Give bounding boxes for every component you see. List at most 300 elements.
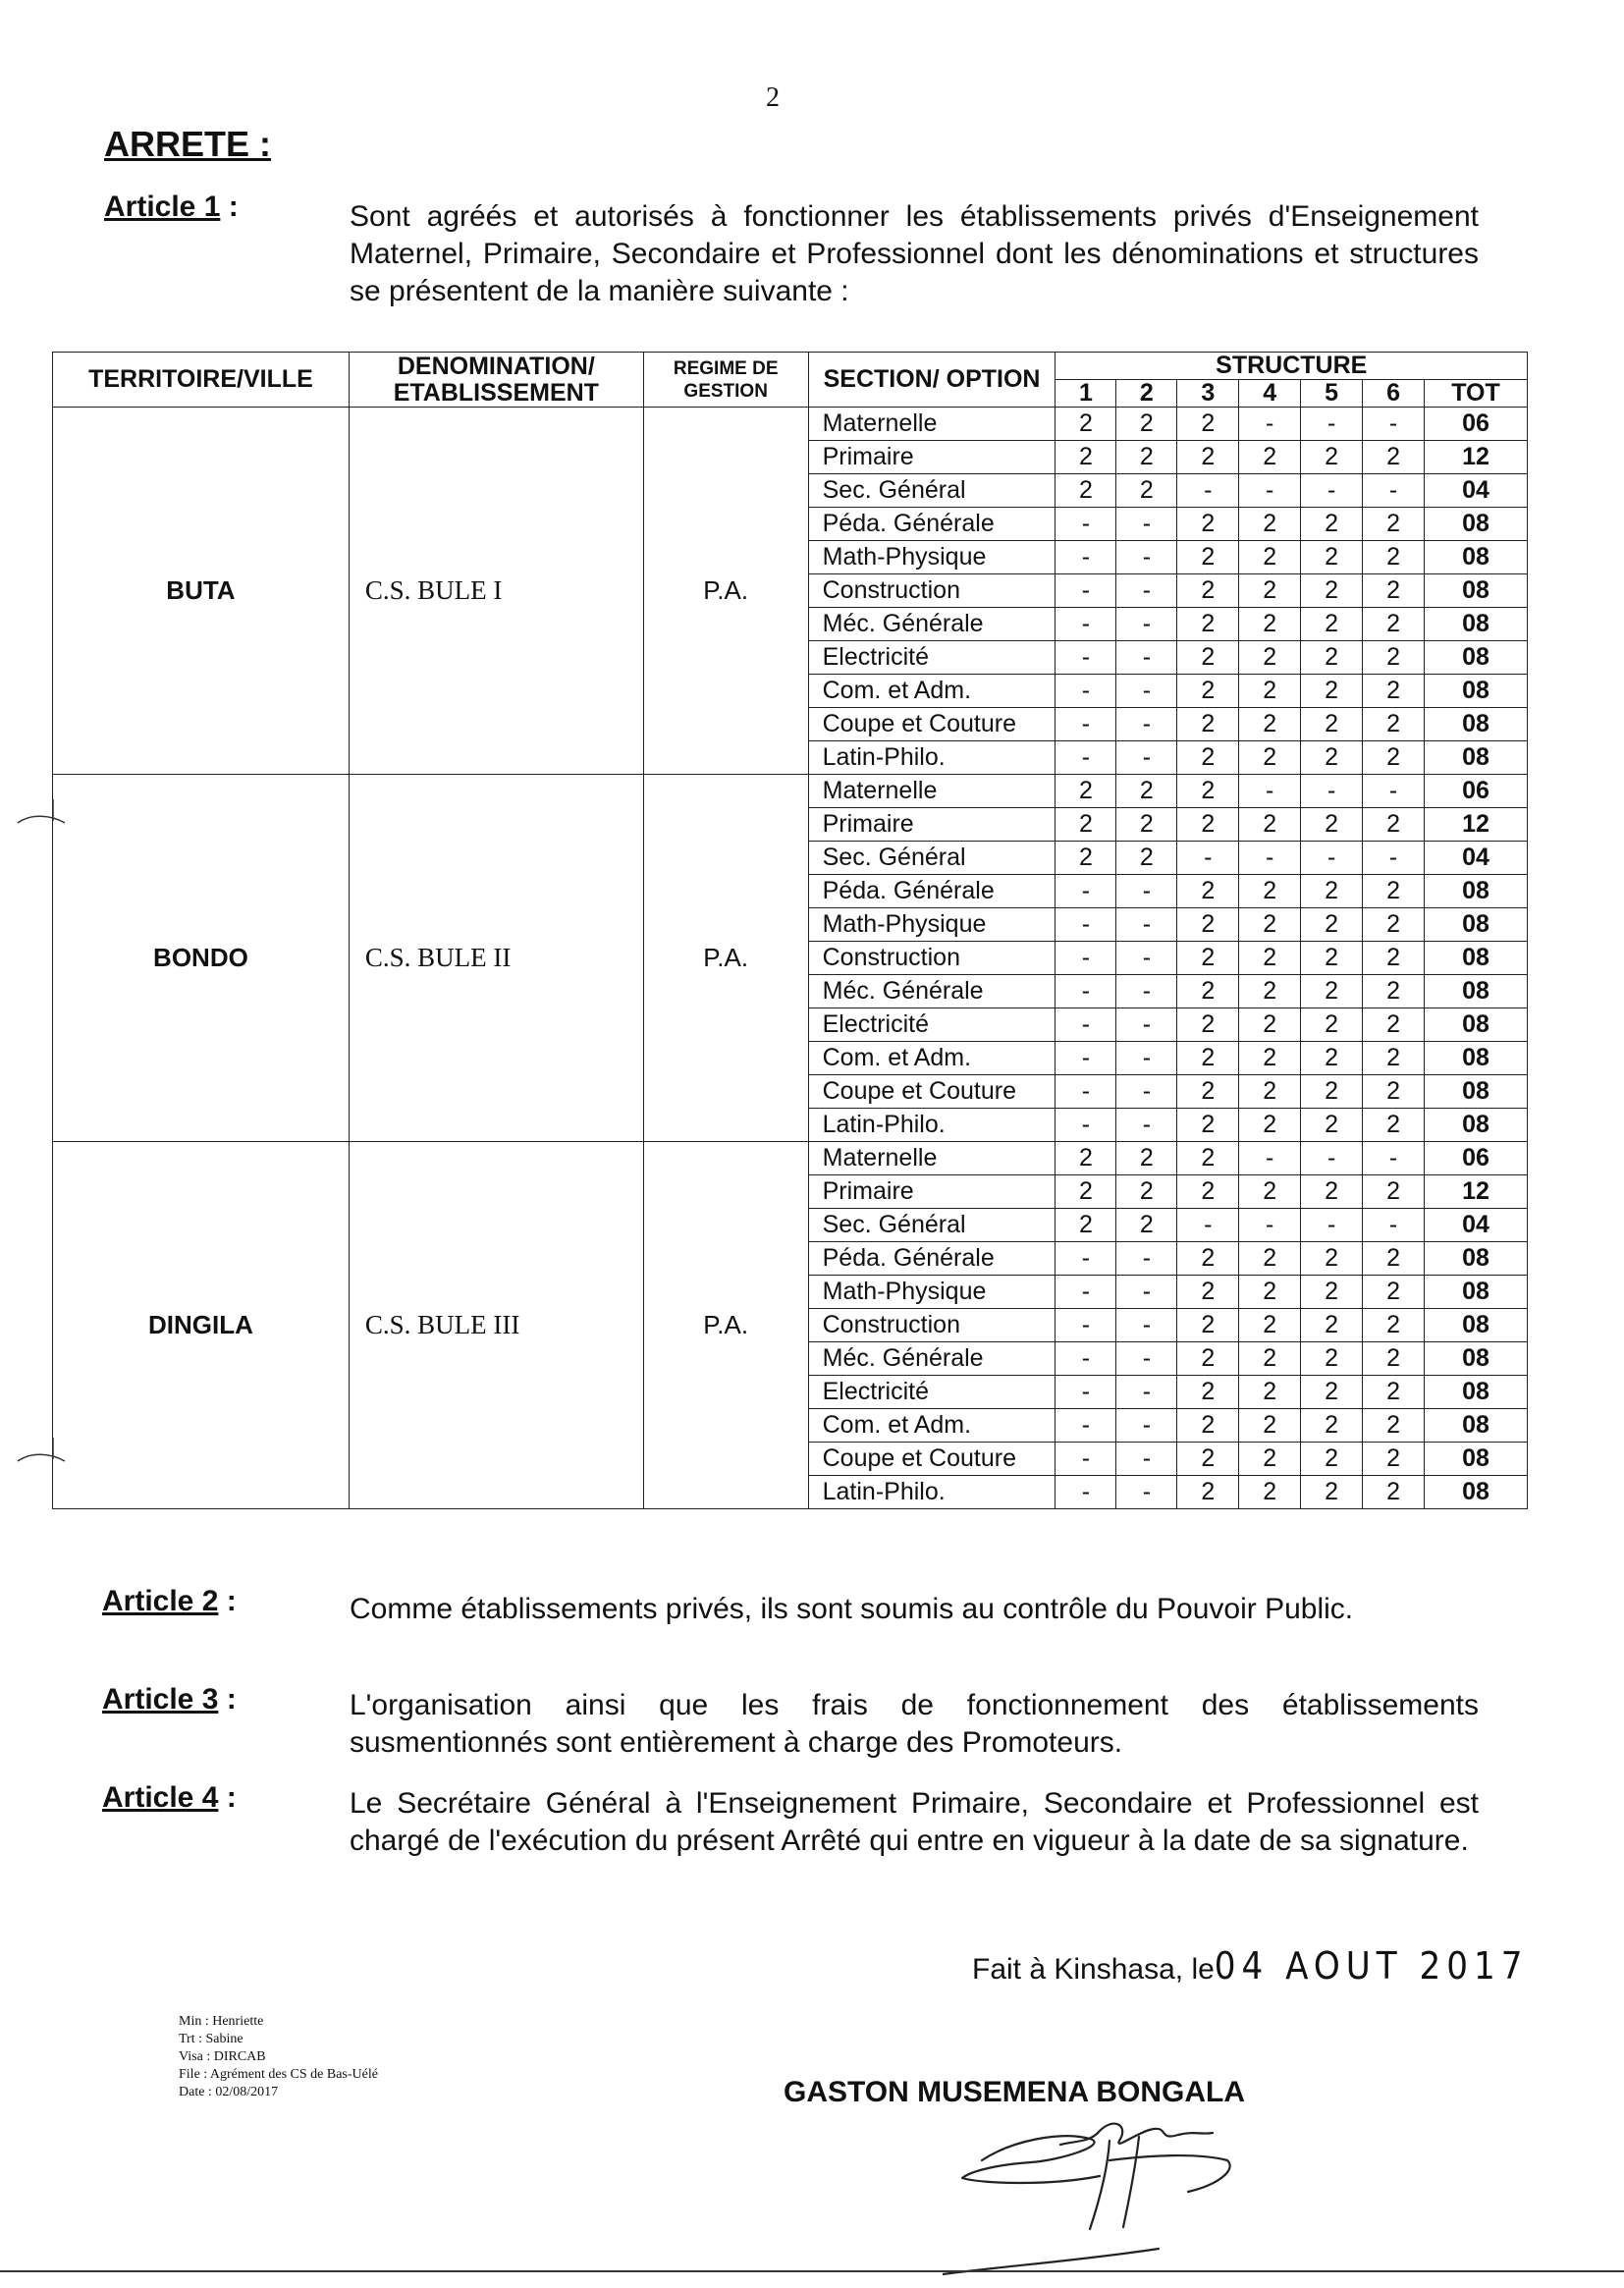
header-col: 6 bbox=[1363, 380, 1425, 408]
level-cell: - bbox=[1116, 541, 1177, 574]
level-cell: 2 bbox=[1239, 441, 1301, 474]
level-cell: 2 bbox=[1239, 908, 1301, 942]
reference-line: Trt : Sabine bbox=[179, 2032, 244, 2046]
level-cell: 2 bbox=[1239, 541, 1301, 574]
level-cell: 2 bbox=[1301, 1042, 1363, 1075]
level-cell: 2 bbox=[1239, 1476, 1301, 1509]
level-cell: 2 bbox=[1239, 1309, 1301, 1342]
level-cell: 2 bbox=[1363, 641, 1425, 675]
level-cell: - bbox=[1116, 1075, 1177, 1109]
section-cell: Coupe et Couture bbox=[808, 1443, 1056, 1476]
section-cell: Electricité bbox=[808, 1376, 1056, 1409]
article-4-label: Article 4 : bbox=[102, 1781, 237, 1814]
place-date: Fait à Kinshasa, le04 AOUT 2017 bbox=[972, 1944, 1529, 1988]
total-cell: 08 bbox=[1425, 741, 1528, 775]
section-cell: Méc. Générale bbox=[808, 975, 1056, 1008]
level-cell: 2 bbox=[1177, 808, 1239, 842]
level-cell: - bbox=[1177, 842, 1239, 875]
total-cell: 08 bbox=[1425, 1476, 1528, 1509]
level-cell: 2 bbox=[1177, 1476, 1239, 1509]
level-cell: 2 bbox=[1177, 1376, 1239, 1409]
level-cell: 2 bbox=[1239, 1109, 1301, 1142]
level-cell: - bbox=[1116, 1276, 1177, 1309]
level-cell: 2 bbox=[1363, 508, 1425, 541]
level-cell: 2 bbox=[1239, 574, 1301, 608]
total-cell: 08 bbox=[1425, 641, 1528, 675]
regime-cell: P.A. bbox=[643, 408, 808, 775]
level-cell: 2 bbox=[1056, 1142, 1116, 1175]
article-3-label: Article 3 : bbox=[102, 1683, 237, 1716]
level-cell: 2 bbox=[1363, 1376, 1425, 1409]
level-cell: - bbox=[1056, 1376, 1116, 1409]
level-cell: 2 bbox=[1177, 408, 1239, 441]
section-cell: Com. et Adm. bbox=[808, 1042, 1056, 1075]
header-col: 5 bbox=[1301, 380, 1363, 408]
level-cell: - bbox=[1056, 975, 1116, 1008]
level-cell: - bbox=[1116, 741, 1177, 775]
total-cell: 08 bbox=[1425, 1409, 1528, 1443]
level-cell: - bbox=[1056, 908, 1116, 942]
total-cell: 08 bbox=[1425, 1075, 1528, 1109]
total-cell: 04 bbox=[1425, 842, 1528, 875]
level-cell: 2 bbox=[1301, 641, 1363, 675]
section-cell: Com. et Adm. bbox=[808, 1409, 1056, 1443]
level-cell: 2 bbox=[1363, 1476, 1425, 1509]
level-cell: - bbox=[1116, 1109, 1177, 1142]
reference-block bbox=[179, 2013, 378, 2101]
level-cell: - bbox=[1056, 1276, 1116, 1309]
level-cell: - bbox=[1177, 1209, 1239, 1242]
level-cell: - bbox=[1056, 1443, 1116, 1476]
regime-cell: P.A. bbox=[643, 775, 808, 1142]
level-cell: 2 bbox=[1177, 574, 1239, 608]
level-cell: 2 bbox=[1239, 1376, 1301, 1409]
level-cell: 2 bbox=[1177, 1276, 1239, 1309]
level-cell: - bbox=[1301, 842, 1363, 875]
level-cell: 2 bbox=[1116, 408, 1177, 441]
section-cell: Sec. Général bbox=[808, 1209, 1056, 1242]
level-cell: 2 bbox=[1301, 608, 1363, 641]
signature-date: 04 AOUT 2017 bbox=[1214, 1944, 1529, 1988]
section-cell: Méc. Générale bbox=[808, 608, 1056, 641]
level-cell: 2 bbox=[1177, 708, 1239, 741]
level-cell: 2 bbox=[1116, 474, 1177, 508]
level-cell: - bbox=[1056, 1008, 1116, 1042]
section-cell: Sec. Général bbox=[808, 474, 1056, 508]
section-cell: Com. et Adm. bbox=[808, 675, 1056, 708]
level-cell: - bbox=[1056, 1075, 1116, 1109]
article-1-label: Article 1 : bbox=[104, 191, 239, 223]
level-cell: 2 bbox=[1301, 1109, 1363, 1142]
level-cell: - bbox=[1239, 842, 1301, 875]
table-row bbox=[53, 1142, 1528, 1175]
level-cell: - bbox=[1116, 641, 1177, 675]
section-cell: Construction bbox=[808, 942, 1056, 975]
level-cell: - bbox=[1056, 508, 1116, 541]
reference-line: Visa : DIRCAB bbox=[179, 2049, 266, 2064]
level-cell: - bbox=[1056, 1409, 1116, 1443]
level-cell: - bbox=[1301, 775, 1363, 808]
level-cell: 2 bbox=[1301, 675, 1363, 708]
page-number: 2 bbox=[766, 82, 780, 113]
header-col: 4 bbox=[1239, 380, 1301, 408]
level-cell: 2 bbox=[1301, 1409, 1363, 1443]
header-col: 3 bbox=[1177, 380, 1239, 408]
section-cell: Méc. Générale bbox=[808, 1342, 1056, 1376]
level-cell: 2 bbox=[1301, 708, 1363, 741]
level-cell: 2 bbox=[1301, 808, 1363, 842]
level-cell: 2 bbox=[1177, 1075, 1239, 1109]
level-cell: - bbox=[1056, 574, 1116, 608]
level-cell: 2 bbox=[1363, 1042, 1425, 1075]
level-cell: - bbox=[1301, 1209, 1363, 1242]
level-cell: 2 bbox=[1177, 608, 1239, 641]
level-cell: 2 bbox=[1239, 608, 1301, 641]
level-cell: - bbox=[1116, 574, 1177, 608]
level-cell: - bbox=[1116, 1376, 1177, 1409]
level-cell: - bbox=[1301, 474, 1363, 508]
level-cell: - bbox=[1116, 1342, 1177, 1376]
level-cell: - bbox=[1116, 975, 1177, 1008]
level-cell: 2 bbox=[1363, 608, 1425, 641]
table-row bbox=[53, 408, 1528, 441]
level-cell: 2 bbox=[1177, 1443, 1239, 1476]
level-cell: 2 bbox=[1177, 1008, 1239, 1042]
level-cell: 2 bbox=[1301, 1476, 1363, 1509]
level-cell: - bbox=[1363, 1142, 1425, 1175]
level-cell: 2 bbox=[1363, 942, 1425, 975]
level-cell: 2 bbox=[1177, 875, 1239, 908]
level-cell: 2 bbox=[1177, 1309, 1239, 1342]
section-cell: Primaire bbox=[808, 1175, 1056, 1209]
section-cell: Coupe et Couture bbox=[808, 1075, 1056, 1109]
table-row bbox=[53, 775, 1528, 808]
total-cell: 08 bbox=[1425, 508, 1528, 541]
level-cell: 2 bbox=[1056, 842, 1116, 875]
level-cell: - bbox=[1363, 775, 1425, 808]
signatory-name: GASTON MUSEMENA BONGALA bbox=[784, 2076, 1246, 2108]
level-cell: - bbox=[1056, 1242, 1116, 1276]
reference-line: Date : 02/08/2017 bbox=[179, 2085, 279, 2099]
level-cell: 2 bbox=[1301, 1443, 1363, 1476]
header-denomination: DENOMINATION/ ETABLISSEMENT bbox=[349, 353, 643, 408]
level-cell: 2 bbox=[1056, 408, 1116, 441]
level-cell: 2 bbox=[1363, 441, 1425, 474]
level-cell: - bbox=[1116, 1443, 1177, 1476]
level-cell: - bbox=[1056, 1109, 1116, 1142]
level-cell: 2 bbox=[1177, 908, 1239, 942]
section-cell: Construction bbox=[808, 1309, 1056, 1342]
total-cell: 08 bbox=[1425, 1443, 1528, 1476]
level-cell: 2 bbox=[1239, 741, 1301, 775]
scan-mark bbox=[12, 793, 71, 833]
section-cell: Sec. Général bbox=[808, 842, 1056, 875]
section-cell: Péda. Générale bbox=[808, 875, 1056, 908]
level-cell: - bbox=[1056, 1476, 1116, 1509]
total-cell: 08 bbox=[1425, 908, 1528, 942]
level-cell: - bbox=[1056, 641, 1116, 675]
total-cell: 08 bbox=[1425, 708, 1528, 741]
total-cell: 08 bbox=[1425, 1042, 1528, 1075]
total-cell: 12 bbox=[1425, 441, 1528, 474]
level-cell: 2 bbox=[1239, 1008, 1301, 1042]
level-cell: - bbox=[1056, 875, 1116, 908]
reference-line: Min : Henriette bbox=[179, 2014, 264, 2029]
level-cell: - bbox=[1301, 1142, 1363, 1175]
territoire-cell: DINGILA bbox=[53, 1142, 350, 1509]
level-cell: 2 bbox=[1177, 1242, 1239, 1276]
territoire-cell: BONDO bbox=[53, 775, 350, 1142]
level-cell: 2 bbox=[1363, 741, 1425, 775]
level-cell: - bbox=[1239, 775, 1301, 808]
level-cell: 2 bbox=[1056, 441, 1116, 474]
section-cell: Primaire bbox=[808, 441, 1056, 474]
level-cell: - bbox=[1056, 675, 1116, 708]
level-cell: - bbox=[1177, 474, 1239, 508]
regime-cell: P.A. bbox=[643, 1142, 808, 1509]
total-cell: 08 bbox=[1425, 1342, 1528, 1376]
level-cell: 2 bbox=[1301, 875, 1363, 908]
level-cell: - bbox=[1116, 1409, 1177, 1443]
section-cell: Maternelle bbox=[808, 775, 1056, 808]
level-cell: 2 bbox=[1177, 1042, 1239, 1075]
level-cell: 2 bbox=[1363, 1008, 1425, 1042]
section-cell: Coupe et Couture bbox=[808, 708, 1056, 741]
level-cell: 2 bbox=[1239, 1443, 1301, 1476]
total-cell: 04 bbox=[1425, 1209, 1528, 1242]
level-cell: 2 bbox=[1363, 1309, 1425, 1342]
level-cell: 2 bbox=[1363, 1075, 1425, 1109]
level-cell: 2 bbox=[1116, 842, 1177, 875]
level-cell: 2 bbox=[1363, 1409, 1425, 1443]
total-cell: 08 bbox=[1425, 675, 1528, 708]
level-cell: 2 bbox=[1363, 975, 1425, 1008]
level-cell: 2 bbox=[1177, 1409, 1239, 1443]
section-cell: Primaire bbox=[808, 808, 1056, 842]
level-cell: 2 bbox=[1301, 541, 1363, 574]
section-cell: Latin-Philo. bbox=[808, 1109, 1056, 1142]
level-cell: - bbox=[1363, 842, 1425, 875]
total-cell: 04 bbox=[1425, 474, 1528, 508]
level-cell: 2 bbox=[1363, 1443, 1425, 1476]
level-cell: 2 bbox=[1239, 1042, 1301, 1075]
level-cell: - bbox=[1363, 1209, 1425, 1242]
level-cell: 2 bbox=[1239, 1276, 1301, 1309]
level-cell: - bbox=[1116, 942, 1177, 975]
level-cell: 2 bbox=[1363, 808, 1425, 842]
total-cell: 12 bbox=[1425, 1175, 1528, 1209]
article-2-label: Article 2 : bbox=[102, 1585, 237, 1617]
total-cell: 08 bbox=[1425, 942, 1528, 975]
level-cell: - bbox=[1363, 408, 1425, 441]
level-cell: 2 bbox=[1301, 942, 1363, 975]
level-cell: 2 bbox=[1177, 741, 1239, 775]
level-cell: - bbox=[1116, 1008, 1177, 1042]
section-cell: Latin-Philo. bbox=[808, 741, 1056, 775]
level-cell: 2 bbox=[1116, 775, 1177, 808]
level-cell: 2 bbox=[1116, 808, 1177, 842]
level-cell: 2 bbox=[1177, 942, 1239, 975]
header-col-total: TOT bbox=[1425, 380, 1528, 408]
level-cell: 2 bbox=[1056, 808, 1116, 842]
level-cell: 2 bbox=[1177, 775, 1239, 808]
page-bottom-edge bbox=[0, 2270, 1624, 2272]
level-cell: 2 bbox=[1301, 1075, 1363, 1109]
article-4-text: Le Secrétaire Général à l'Enseignement Primaire, Secondaire et Professionnel est chargé de l'exécution du présent Arrêté qui entre en vigueur à la date de sa signature. bbox=[350, 1787, 1479, 1857]
level-cell: 2 bbox=[1301, 1276, 1363, 1309]
level-cell: 2 bbox=[1177, 441, 1239, 474]
level-cell: 2 bbox=[1239, 808, 1301, 842]
level-cell: 2 bbox=[1363, 908, 1425, 942]
total-cell: 08 bbox=[1425, 1008, 1528, 1042]
level-cell: - bbox=[1116, 1476, 1177, 1509]
level-cell: 2 bbox=[1239, 1342, 1301, 1376]
level-cell: 2 bbox=[1301, 1008, 1363, 1042]
level-cell: 2 bbox=[1239, 975, 1301, 1008]
total-cell: 06 bbox=[1425, 1142, 1528, 1175]
total-cell: 08 bbox=[1425, 1276, 1528, 1309]
level-cell: 2 bbox=[1363, 708, 1425, 741]
level-cell: - bbox=[1301, 408, 1363, 441]
total-cell: 08 bbox=[1425, 608, 1528, 641]
scan-mark bbox=[12, 1432, 71, 1471]
level-cell: 2 bbox=[1116, 441, 1177, 474]
header-regime: REGIME DE GESTION bbox=[643, 353, 808, 408]
section-cell: Latin-Philo. bbox=[808, 1476, 1056, 1509]
level-cell: - bbox=[1116, 875, 1177, 908]
level-cell: 2 bbox=[1239, 675, 1301, 708]
level-cell: - bbox=[1363, 474, 1425, 508]
total-cell: 08 bbox=[1425, 875, 1528, 908]
total-cell: 06 bbox=[1425, 408, 1528, 441]
level-cell: 2 bbox=[1301, 1376, 1363, 1409]
level-cell: - bbox=[1116, 1309, 1177, 1342]
reference-line: File : Agrément des CS de Bas-Uélé bbox=[179, 2067, 378, 2082]
level-cell: 2 bbox=[1177, 675, 1239, 708]
header-structure: STRUCTURE bbox=[1056, 353, 1528, 380]
level-cell: 2 bbox=[1239, 641, 1301, 675]
level-cell: 2 bbox=[1301, 741, 1363, 775]
level-cell: 2 bbox=[1239, 708, 1301, 741]
level-cell: 2 bbox=[1177, 1109, 1239, 1142]
total-cell: 08 bbox=[1425, 574, 1528, 608]
decree-heading: ARRETE : bbox=[104, 124, 271, 164]
total-cell: 06 bbox=[1425, 775, 1528, 808]
level-cell: - bbox=[1056, 1342, 1116, 1376]
level-cell: - bbox=[1239, 1142, 1301, 1175]
structure-table bbox=[52, 352, 1528, 1509]
section-cell: Maternelle bbox=[808, 1142, 1056, 1175]
total-cell: 12 bbox=[1425, 808, 1528, 842]
level-cell: 2 bbox=[1363, 574, 1425, 608]
level-cell: 2 bbox=[1301, 441, 1363, 474]
article-1-text: Sont agréés et autorisés à fonctionner les établissements privés d'Enseignement Maternel, Primaire, Secondaire et Professionnel dont les dénominations et structures se présentent de la manière suivante : bbox=[350, 200, 1479, 307]
level-cell: 2 bbox=[1363, 1276, 1425, 1309]
section-cell: Electricité bbox=[808, 1008, 1056, 1042]
level-cell: 2 bbox=[1239, 942, 1301, 975]
total-cell: 08 bbox=[1425, 541, 1528, 574]
level-cell: 2 bbox=[1116, 1142, 1177, 1175]
section-cell: Math-Physique bbox=[808, 908, 1056, 942]
level-cell: 2 bbox=[1363, 1342, 1425, 1376]
level-cell: 2 bbox=[1239, 1242, 1301, 1276]
level-cell: - bbox=[1116, 908, 1177, 942]
level-cell: - bbox=[1116, 708, 1177, 741]
level-cell: - bbox=[1056, 1042, 1116, 1075]
level-cell: 2 bbox=[1301, 1242, 1363, 1276]
level-cell: 2 bbox=[1116, 1209, 1177, 1242]
level-cell: - bbox=[1056, 708, 1116, 741]
header-territoire: TERRITOIRE/VILLE bbox=[53, 353, 350, 408]
level-cell: - bbox=[1116, 675, 1177, 708]
level-cell: 2 bbox=[1363, 1175, 1425, 1209]
level-cell: 2 bbox=[1301, 574, 1363, 608]
level-cell: 2 bbox=[1363, 675, 1425, 708]
level-cell: 2 bbox=[1301, 975, 1363, 1008]
section-cell: Péda. Générale bbox=[808, 1242, 1056, 1276]
level-cell: 2 bbox=[1177, 508, 1239, 541]
header-col: 1 bbox=[1056, 380, 1116, 408]
section-cell: Math-Physique bbox=[808, 541, 1056, 574]
level-cell: 2 bbox=[1177, 541, 1239, 574]
etablissement-cell: C.S. BULE I bbox=[349, 408, 643, 775]
total-cell: 08 bbox=[1425, 1376, 1528, 1409]
total-cell: 08 bbox=[1425, 1242, 1528, 1276]
total-cell: 08 bbox=[1425, 1309, 1528, 1342]
level-cell: 2 bbox=[1239, 1175, 1301, 1209]
total-cell: 08 bbox=[1425, 975, 1528, 1008]
total-cell: 08 bbox=[1425, 1109, 1528, 1142]
level-cell: 2 bbox=[1301, 1175, 1363, 1209]
level-cell: - bbox=[1056, 541, 1116, 574]
section-cell: Construction bbox=[808, 574, 1056, 608]
level-cell: 2 bbox=[1239, 1075, 1301, 1109]
level-cell: - bbox=[1056, 942, 1116, 975]
level-cell: - bbox=[1116, 1042, 1177, 1075]
level-cell: 2 bbox=[1177, 641, 1239, 675]
header-col: 2 bbox=[1116, 380, 1177, 408]
level-cell: - bbox=[1056, 608, 1116, 641]
header-section: SECTION/ OPTION bbox=[808, 353, 1056, 408]
level-cell: 2 bbox=[1363, 541, 1425, 574]
level-cell: - bbox=[1056, 1309, 1116, 1342]
level-cell: 2 bbox=[1363, 1109, 1425, 1142]
level-cell: - bbox=[1056, 741, 1116, 775]
level-cell: 2 bbox=[1301, 508, 1363, 541]
section-cell: Péda. Générale bbox=[808, 508, 1056, 541]
level-cell: 2 bbox=[1056, 775, 1116, 808]
level-cell: 2 bbox=[1239, 875, 1301, 908]
level-cell: 2 bbox=[1301, 1309, 1363, 1342]
level-cell: 2 bbox=[1056, 1209, 1116, 1242]
level-cell: - bbox=[1116, 508, 1177, 541]
territoire-cell: BUTA bbox=[53, 408, 350, 775]
section-cell: Electricité bbox=[808, 641, 1056, 675]
level-cell: - bbox=[1239, 1209, 1301, 1242]
level-cell: 2 bbox=[1239, 508, 1301, 541]
article-3-text: L'organisation ainsi que les frais de fonctionnement des établissements susmentionnés sont entièrement à charge des Promoteurs. bbox=[350, 1689, 1479, 1759]
level-cell: 2 bbox=[1363, 1242, 1425, 1276]
level-cell: 2 bbox=[1239, 1409, 1301, 1443]
level-cell: 2 bbox=[1177, 1342, 1239, 1376]
level-cell: 2 bbox=[1301, 908, 1363, 942]
level-cell: - bbox=[1239, 474, 1301, 508]
level-cell: 2 bbox=[1056, 474, 1116, 508]
level-cell: 2 bbox=[1301, 1342, 1363, 1376]
etablissement-cell: C.S. BULE II bbox=[349, 775, 643, 1142]
handwritten-signature bbox=[943, 2101, 1276, 2288]
level-cell: 2 bbox=[1177, 1142, 1239, 1175]
